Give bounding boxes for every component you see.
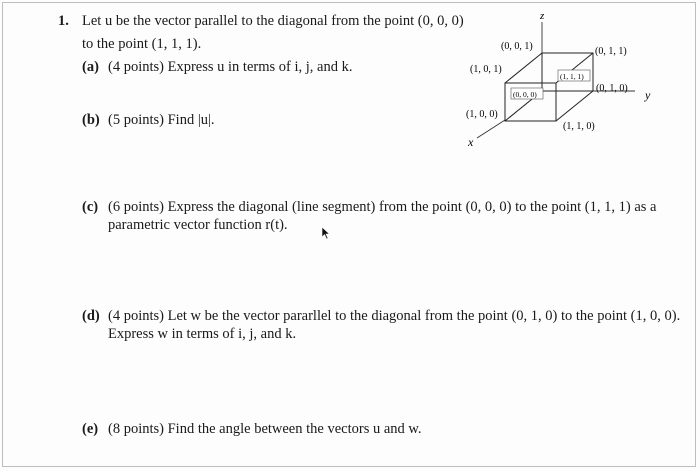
part-d-label: (d) [82, 308, 100, 324]
label-1-1-0: (1, 1, 0) [563, 121, 595, 132]
part-d-line1: (4 points) Let w be the vector pararllel to the diagonal from the point (0, 1, 0) to the point (1, 0, 0). [108, 308, 681, 324]
label-0-0-0: (0, 0, 0) [513, 90, 537, 99]
problem-intro-line1: Let u be the vector parallel to the diagonal from the point (0, 0, 0) [82, 13, 464, 29]
part-d-line2: Express w in terms of i, j, and k. [108, 326, 297, 342]
y-axis-label: y [645, 88, 651, 102]
label-0-0-1: (0, 0, 1) [501, 41, 533, 52]
problem-intro-line2: to the point (1, 1, 1). [82, 36, 202, 52]
label-0-1-1: (0, 1, 1) [595, 46, 627, 57]
cube-diagram [455, 8, 675, 158]
mouse-cursor-icon [321, 226, 331, 240]
part-c-line2: parametric vector function r(t). [108, 217, 288, 233]
part-e-text: (8 points) Find the angle between the vectors u and w. [108, 421, 422, 437]
label-1-0-1: (1, 0, 1) [470, 64, 502, 75]
part-a-text: (4 points) Express u in terms of i, j, and k. [108, 59, 353, 75]
cube-edge-bottom-right [556, 91, 593, 121]
x-axis-label: x [468, 135, 474, 149]
z-axis-label: z [540, 10, 545, 22]
part-b-label: (b) [82, 112, 100, 128]
part-e-label: (e) [82, 421, 99, 437]
cube-edge-top-left [505, 53, 542, 83]
part-b-text: (5 points) Find |u|. [108, 112, 215, 128]
label-1-0-0: (1, 0, 0) [466, 109, 498, 120]
part-c-line1: (6 points) Express the diagonal (line segment) from the point (0, 0, 0) to the point (1, 1, 1) as a [108, 199, 657, 215]
label-1-1-1: (1, 1, 1) [560, 72, 584, 81]
label-0-1-0: (0, 1, 0) [596, 83, 628, 94]
x-axis [477, 120, 505, 138]
part-a-label: (a) [82, 59, 99, 75]
problem-number: 1. [58, 13, 69, 29]
part-c-label: (c) [82, 199, 99, 215]
